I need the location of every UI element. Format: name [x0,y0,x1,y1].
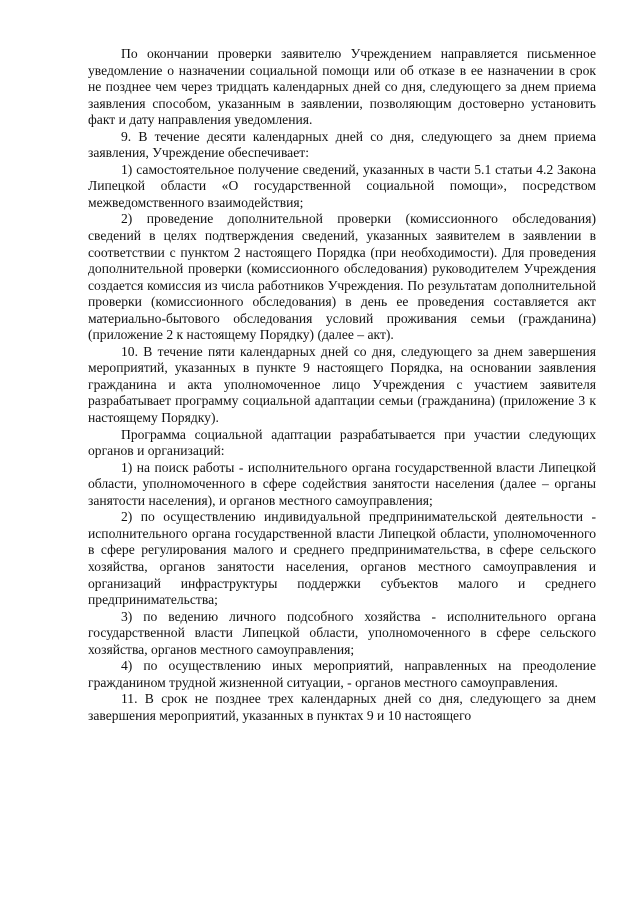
document-page [88,46,596,724]
paragraph-participant-2: 2) по осуществлению индивидуальной предпринимательской деятельности - исполнительного органа государственной власти Липецкой области, уполномоченного в сфере регулирования малого и среднего предпринимательства, в сфере сельского хозяйства, органов занятости населения, органов местного самоуправления и организаций инфраструктуры поддержки субъектов малого и среднего предпринимательства; [88,509,596,608]
paragraph-item-9-1: 1) самостоятельное получение сведений, указанных в части 5.1 статьи 4.2 Закона Липецкой области «О государственной социальной помощи», посредством межведомственного взаимодействия; [88,161,596,210]
paragraph-item-11: 11. В срок не позднее трех календарных дней со дня, следующего за днем завершения мероприятий, указанных в пунктах 9 и 10 настоящего [88,691,596,723]
paragraph-program-participants: Программа социальной адаптации разрабатывается при участии следующих органов и организаций: [88,426,596,459]
paragraph-participant-4: 4) по осуществлению иных мероприятий, направленных на преодоление гражданином трудной жизненной ситуации, - органов местного самоуправления. [88,658,596,690]
paragraph-participant-3: 3) по ведению личного подсобного хозяйства - исполнительного органа государственной власти Липецкой области, уполномоченного в сфере сельского хозяйства, органов местного самоуправления; [88,608,596,657]
paragraph-participant-1: 1) на поиск работы - исполнительного органа государственной власти Липецкой области, уполномоченного в сфере содействия занятости населения (далее – органы занятости населения), и органов местного самоуправления; [88,459,596,508]
paragraph-item-10: 10. В течение пяти календарных дней со дня, следующего за днем завершения мероприятий, указанных в пункте 9 настоящего Порядка, на основании заявления гражданина и акта уполномоченное лицо Учреждения с участием заявителя разрабатывает программу социальной адаптации семьи (гражданина) (приложение 3 к настоящему Порядку). [88,343,596,426]
paragraph-notification: По окончании проверки заявителю Учреждением направляется письменное уведомление о назначении социальной помощи или об отказе в ее назначении в срок не позднее чем через тридцать календарных дней со дня, следующего за днем приема заявления способом, указанным в заявлении, позволяющим достоверно установить факт и дату направления уведомления. [88,46,596,128]
paragraph-item-9-2: 2) проведение дополнительной проверки (комиссионного обследования) сведений в целях подтверждения сведений, указанных заявителем в заявлении в соответствии с пунктом 2 настоящего Порядка (при необходимости). Для проведения дополнительной проверки (комиссионного обследования) руководителем Учреждения создается комиссия из числа работников Учреждения. По результатам дополнительной проверки (комиссионного обследования) в день ее проведения составляется акт материально-бытового обследования условий проживания семьи (гражданина) (приложение 2 к настоящему Порядку) (далее – акт). [88,211,596,343]
paragraph-item-9: 9. В течение десяти календарных дней со дня, следующего за днем приема заявления, Учреждение обеспечивает: [88,128,596,161]
